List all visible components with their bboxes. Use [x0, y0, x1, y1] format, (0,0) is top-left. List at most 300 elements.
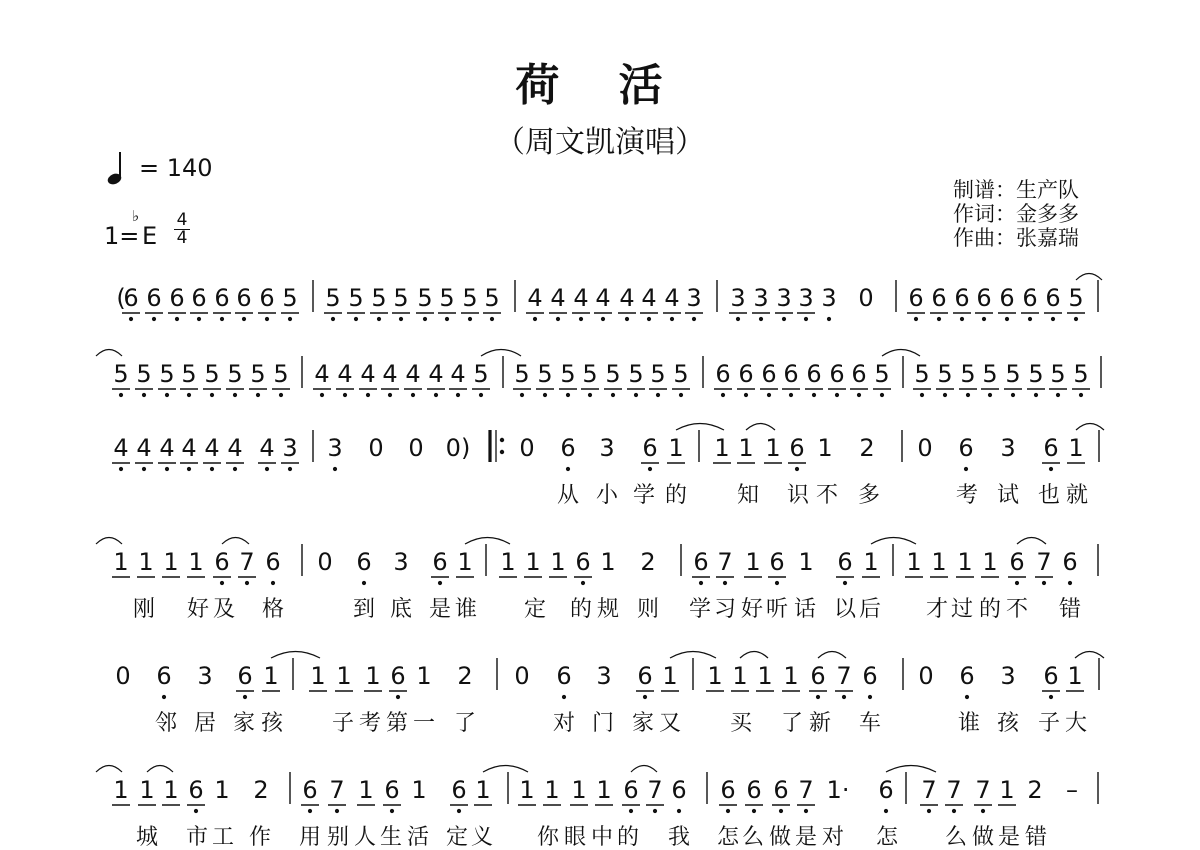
- lyric-char: 就: [1065, 483, 1089, 508]
- note: 5: [113, 360, 129, 388]
- lyric-char: 作: [248, 825, 272, 850]
- note: 6: [671, 776, 687, 804]
- low-octave-dot: [490, 317, 494, 321]
- note: 1·: [826, 776, 850, 804]
- low-octave-dot: [1079, 393, 1083, 397]
- note: 6: [637, 662, 653, 690]
- low-octave-dot: [142, 467, 146, 471]
- lyric-char: 底: [389, 597, 413, 622]
- low-octave-dot: [827, 317, 831, 321]
- lyric-char: 及: [212, 597, 236, 622]
- note: 5: [982, 360, 998, 388]
- note: 6: [1045, 284, 1061, 312]
- note: 3: [730, 284, 746, 312]
- lyric-char: 学: [688, 597, 712, 622]
- note: 5: [462, 284, 478, 312]
- note: 6: [259, 284, 275, 312]
- note: 3: [599, 434, 615, 462]
- note: 6: [302, 776, 318, 804]
- note: 4: [259, 434, 275, 462]
- lyric-char: 的: [569, 597, 593, 622]
- lyric-char: 是: [997, 825, 1021, 850]
- note: 3: [753, 284, 769, 312]
- low-octave-dot: [775, 581, 779, 585]
- low-octave-dot: [533, 317, 537, 321]
- tie-slur: [882, 350, 920, 357]
- low-octave-dot: [857, 393, 861, 397]
- tie-slur: [746, 424, 775, 431]
- note: 1: [113, 776, 129, 804]
- low-octave-dot: [165, 393, 169, 397]
- note: 6: [451, 776, 467, 804]
- lyric-char: 做: [768, 825, 792, 850]
- low-octave-dot: [943, 393, 947, 397]
- low-octave-dot: [744, 393, 748, 397]
- note: 4: [664, 284, 680, 312]
- low-octave-dot: [119, 393, 123, 397]
- note: 7: [329, 776, 345, 804]
- note: 5: [937, 360, 953, 388]
- note: 7: [921, 776, 937, 804]
- note: 6: [1022, 284, 1038, 312]
- lyric-char: 的: [616, 825, 640, 850]
- lyric-char: 么: [944, 825, 968, 850]
- note: 3: [776, 284, 792, 312]
- tie-slur: [271, 652, 320, 659]
- note: 6: [999, 284, 1015, 312]
- note: 6: [1043, 434, 1059, 462]
- note: 4: [619, 284, 635, 312]
- note: 1: [365, 662, 381, 690]
- low-octave-dot: [723, 581, 727, 585]
- note: 1: [662, 662, 678, 690]
- low-octave-dot: [1068, 581, 1072, 585]
- low-octave-dot: [920, 393, 924, 397]
- note: 4: [382, 360, 398, 388]
- lyric-char: 学: [632, 483, 656, 508]
- note: 0: [368, 434, 384, 462]
- note: 6: [958, 434, 974, 462]
- low-octave-dot: [210, 393, 214, 397]
- low-octave-dot: [142, 393, 146, 397]
- lyric-char: 做: [971, 825, 995, 850]
- low-octave-dot: [468, 317, 472, 321]
- note: 5: [181, 360, 197, 388]
- note: 5: [204, 360, 220, 388]
- low-octave-dot: [964, 467, 968, 471]
- note: 0: [519, 434, 535, 462]
- lyric-char: 刚: [132, 597, 156, 622]
- note: 6: [789, 434, 805, 462]
- tie-slur: [1075, 652, 1104, 659]
- low-octave-dot: [629, 809, 633, 813]
- low-octave-dot: [152, 317, 156, 321]
- note: 3: [327, 434, 343, 462]
- lyric-char: 生: [379, 825, 403, 850]
- low-octave-dot: [566, 467, 570, 471]
- note: 7: [239, 548, 255, 576]
- low-octave-dot: [752, 809, 756, 813]
- low-octave-dot: [396, 695, 400, 699]
- lyric-char: 义: [470, 825, 494, 850]
- note: 3: [821, 284, 837, 312]
- note: 3: [1000, 434, 1016, 462]
- note: 6: [214, 548, 230, 576]
- tie-slur: [1076, 274, 1102, 281]
- low-octave-dot: [210, 467, 214, 471]
- note: 6: [783, 360, 799, 388]
- note: 4: [360, 360, 376, 388]
- lyric-char: 错: [1058, 597, 1082, 622]
- lyric-char: 过: [950, 597, 974, 622]
- note: 1: [707, 662, 723, 690]
- note: 4: [641, 284, 657, 312]
- note: 6: [851, 360, 867, 388]
- lyric-char: 门: [591, 711, 615, 736]
- note: 6: [623, 776, 639, 804]
- key-prefix: 1=: [104, 222, 140, 250]
- low-octave-dot: [952, 809, 956, 813]
- lyric-char: 又: [658, 711, 682, 736]
- note: 7: [946, 776, 962, 804]
- low-octave-dot: [187, 393, 191, 397]
- note: 6: [693, 548, 709, 576]
- low-octave-dot: [965, 695, 969, 699]
- note: 1: [765, 434, 781, 462]
- note: 1: [163, 776, 179, 804]
- note: 1: [745, 548, 761, 576]
- note: 0: [917, 434, 933, 462]
- note: 4: [337, 360, 353, 388]
- note: 5: [1073, 360, 1089, 388]
- note: 5: [1050, 360, 1066, 388]
- note: 6: [390, 662, 406, 690]
- low-octave-dot: [937, 317, 941, 321]
- low-octave-dot: [647, 317, 651, 321]
- low-octave-dot: [611, 393, 615, 397]
- tie-slur: [96, 538, 122, 545]
- low-octave-dot: [767, 393, 771, 397]
- low-octave-dot: [656, 393, 660, 397]
- lyric-char: 则: [636, 597, 660, 622]
- lyric-char: 子: [331, 711, 355, 736]
- note: 1: [1068, 434, 1084, 462]
- note: 1: [113, 548, 129, 576]
- note: 5: [348, 284, 364, 312]
- note: 7: [717, 548, 733, 576]
- note: 5: [1068, 284, 1084, 312]
- lyric-char: 活: [406, 825, 430, 850]
- repeat-dot: [500, 450, 504, 454]
- lyric-char: 怎: [875, 825, 899, 850]
- note: 1: [519, 776, 535, 804]
- low-octave-dot: [279, 393, 283, 397]
- lyric-char: 是: [428, 597, 452, 622]
- lyric-char: 不: [1005, 597, 1029, 622]
- note: 1: [596, 776, 612, 804]
- note: 6: [931, 284, 947, 312]
- note: 6: [720, 776, 736, 804]
- note: 4: [450, 360, 466, 388]
- note: 1: [411, 776, 427, 804]
- tie-slur: [818, 652, 846, 659]
- lyric-char: 家: [232, 711, 256, 736]
- low-octave-dot: [601, 317, 605, 321]
- note: 4: [550, 284, 566, 312]
- note: 7: [647, 776, 663, 804]
- note: 6: [908, 284, 924, 312]
- note: 3: [282, 434, 298, 462]
- note: 0: [858, 284, 874, 312]
- note: 3: [393, 548, 409, 576]
- note: 1: [310, 662, 326, 690]
- note: 5: [605, 360, 621, 388]
- note: 1: [358, 776, 374, 804]
- note: 4: [405, 360, 421, 388]
- lyric-char: 城: [135, 825, 159, 850]
- low-octave-dot: [648, 467, 652, 471]
- note: 6: [556, 662, 572, 690]
- credit-lyricist: 作词：金多多: [953, 202, 1079, 226]
- low-octave-dot: [399, 317, 403, 321]
- lyric-char: 也: [1037, 483, 1061, 508]
- note: 5: [1028, 360, 1044, 388]
- low-octave-dot: [119, 467, 123, 471]
- lyric-char: 孩: [260, 711, 284, 736]
- lyric-char: 多: [857, 483, 881, 508]
- low-octave-dot: [1049, 695, 1053, 699]
- note: 0: [408, 434, 424, 462]
- low-octave-dot: [362, 581, 366, 585]
- low-octave-dot: [960, 317, 964, 321]
- note: 4: [227, 434, 243, 462]
- lyric-char: 邻: [154, 711, 178, 736]
- lyric-char: 用: [298, 825, 322, 850]
- note: 7: [1036, 548, 1052, 576]
- note: 7: [798, 776, 814, 804]
- lyric-char: 才: [925, 597, 949, 622]
- tie-slur: [631, 766, 657, 773]
- lyric-char: 大: [1064, 711, 1088, 736]
- lyric-char: 从: [556, 483, 580, 508]
- note: 3: [686, 284, 702, 312]
- tie-slur: [670, 652, 716, 659]
- note: 6: [837, 548, 853, 576]
- note: 5: [417, 284, 433, 312]
- lyric-char: 小: [595, 483, 619, 508]
- low-octave-dot: [220, 317, 224, 321]
- lyric-char: 话: [793, 597, 817, 622]
- low-octave-dot: [520, 393, 524, 397]
- lyric-char: 人: [353, 825, 377, 850]
- lyric-char: 以: [833, 597, 857, 622]
- low-octave-dot: [982, 317, 986, 321]
- note: 2: [640, 548, 656, 576]
- low-octave-dot: [220, 581, 224, 585]
- low-octave-dot: [816, 695, 820, 699]
- note: 4: [428, 360, 444, 388]
- note: 5: [960, 360, 976, 388]
- note: 5: [628, 360, 644, 388]
- lyric-char: 考: [358, 711, 382, 736]
- note: 6: [773, 776, 789, 804]
- repeat-start-icon: [490, 430, 504, 462]
- note: 0: [918, 662, 934, 690]
- note: 1: [817, 434, 833, 462]
- repeat-dot: [500, 438, 504, 442]
- low-octave-dot: [233, 393, 237, 397]
- note: 6: [432, 548, 448, 576]
- credit-arranger: 制谱：生产队: [953, 178, 1079, 202]
- lyric-char: 你: [536, 825, 560, 850]
- lyric-char: 的: [664, 483, 688, 508]
- lyric-char: 工: [211, 825, 235, 850]
- note: 1: [263, 662, 279, 690]
- low-octave-dot: [679, 393, 683, 397]
- low-octave-dot: [271, 581, 275, 585]
- note: 6: [384, 776, 400, 804]
- low-octave-dot: [175, 317, 179, 321]
- low-octave-dot: [434, 393, 438, 397]
- note: 1: [336, 662, 352, 690]
- note: 5: [250, 360, 266, 388]
- lyric-char: 好: [186, 597, 210, 622]
- note: 6: [976, 284, 992, 312]
- time-signature-top: 4: [176, 210, 188, 230]
- low-octave-dot: [265, 467, 269, 471]
- lyric-char: 格: [261, 597, 285, 622]
- note: 7: [836, 662, 852, 690]
- lyric-char: 定: [523, 597, 547, 622]
- note: 4: [204, 434, 220, 462]
- note: 5: [650, 360, 666, 388]
- note: 6: [1043, 662, 1059, 690]
- low-octave-dot: [479, 393, 483, 397]
- tie-slur: [147, 766, 173, 773]
- note: 5: [439, 284, 455, 312]
- lyric-char: 习: [713, 597, 737, 622]
- low-octave-dot: [377, 317, 381, 321]
- note: 4: [527, 284, 543, 312]
- low-octave-dot: [643, 695, 647, 699]
- low-octave-dot: [843, 581, 847, 585]
- low-octave-dot: [562, 695, 566, 699]
- low-octave-dot: [165, 467, 169, 471]
- low-octave-dot: [162, 695, 166, 699]
- note: 4: [136, 434, 152, 462]
- note: 4: [113, 434, 129, 462]
- low-octave-dot: [566, 393, 570, 397]
- note: 1: [544, 776, 560, 804]
- low-octave-dot: [634, 393, 638, 397]
- low-octave-dot: [265, 317, 269, 321]
- low-octave-dot: [242, 317, 246, 321]
- low-octave-dot: [457, 809, 461, 813]
- lyric-char: 一: [412, 711, 436, 736]
- low-octave-dot: [288, 317, 292, 321]
- note: 6: [862, 662, 878, 690]
- note: 5: [473, 360, 489, 388]
- note: 6: [1009, 548, 1025, 576]
- tempo-value: = 140: [139, 154, 213, 182]
- low-octave-dot: [1056, 393, 1060, 397]
- low-octave-dot: [1074, 317, 1078, 321]
- note: 6: [123, 284, 139, 312]
- low-octave-dot: [736, 317, 740, 321]
- note: 1: [600, 548, 616, 576]
- low-octave-dot: [581, 581, 585, 585]
- note: 6: [146, 284, 162, 312]
- note: 2: [253, 776, 269, 804]
- note: 1: [475, 776, 491, 804]
- tie-slur: [1076, 424, 1104, 431]
- note: 3: [798, 284, 814, 312]
- lyric-char: 后: [858, 597, 882, 622]
- low-octave-dot: [653, 809, 657, 813]
- tie-slur: [481, 350, 521, 357]
- low-octave-dot: [782, 317, 786, 321]
- note: 6: [560, 434, 576, 462]
- note: 1: [550, 548, 566, 576]
- note: 1: [783, 662, 799, 690]
- note: 1: [732, 662, 748, 690]
- lyric-char: 谁: [454, 597, 478, 622]
- note: 6: [959, 662, 975, 690]
- low-octave-dot: [1028, 317, 1032, 321]
- tie-slur: [886, 766, 936, 773]
- low-octave-dot: [988, 393, 992, 397]
- note: 5: [371, 284, 387, 312]
- note: 1: [214, 776, 230, 804]
- note: 4: [314, 360, 330, 388]
- low-octave-dot: [842, 695, 846, 699]
- lyric-char: 孩: [996, 711, 1020, 736]
- note: 6: [1062, 548, 1078, 576]
- song-title: 荷 活: [515, 60, 685, 111]
- note: 1: [863, 548, 879, 576]
- lyric-char: 好: [740, 597, 764, 622]
- low-octave-dot: [343, 393, 347, 397]
- note: 5: [325, 284, 341, 312]
- low-octave-dot: [243, 695, 247, 699]
- lyric-char: 新: [808, 711, 832, 736]
- note: 6: [188, 776, 204, 804]
- low-octave-dot: [927, 809, 931, 813]
- low-octave-dot: [556, 317, 560, 321]
- low-octave-dot: [804, 317, 808, 321]
- lyric-char: 第: [385, 711, 409, 736]
- note: 6: [237, 662, 253, 690]
- note: 5: [1005, 360, 1021, 388]
- low-octave-dot: [320, 393, 324, 397]
- note: 6: [214, 284, 230, 312]
- low-octave-dot: [456, 393, 460, 397]
- lyric-char: 定: [445, 825, 469, 850]
- lyric-char: 车: [858, 711, 882, 736]
- low-octave-dot: [445, 317, 449, 321]
- note: 5: [282, 284, 298, 312]
- low-octave-dot: [1034, 393, 1038, 397]
- note: 2: [1027, 776, 1043, 804]
- note: 6: [715, 360, 731, 388]
- low-octave-dot: [388, 393, 392, 397]
- note: 5: [136, 360, 152, 388]
- low-octave-dot: [884, 809, 888, 813]
- lyric-char: 么: [741, 825, 765, 850]
- low-octave-dot: [245, 581, 249, 585]
- note: 6: [236, 284, 252, 312]
- note: 4: [181, 434, 197, 462]
